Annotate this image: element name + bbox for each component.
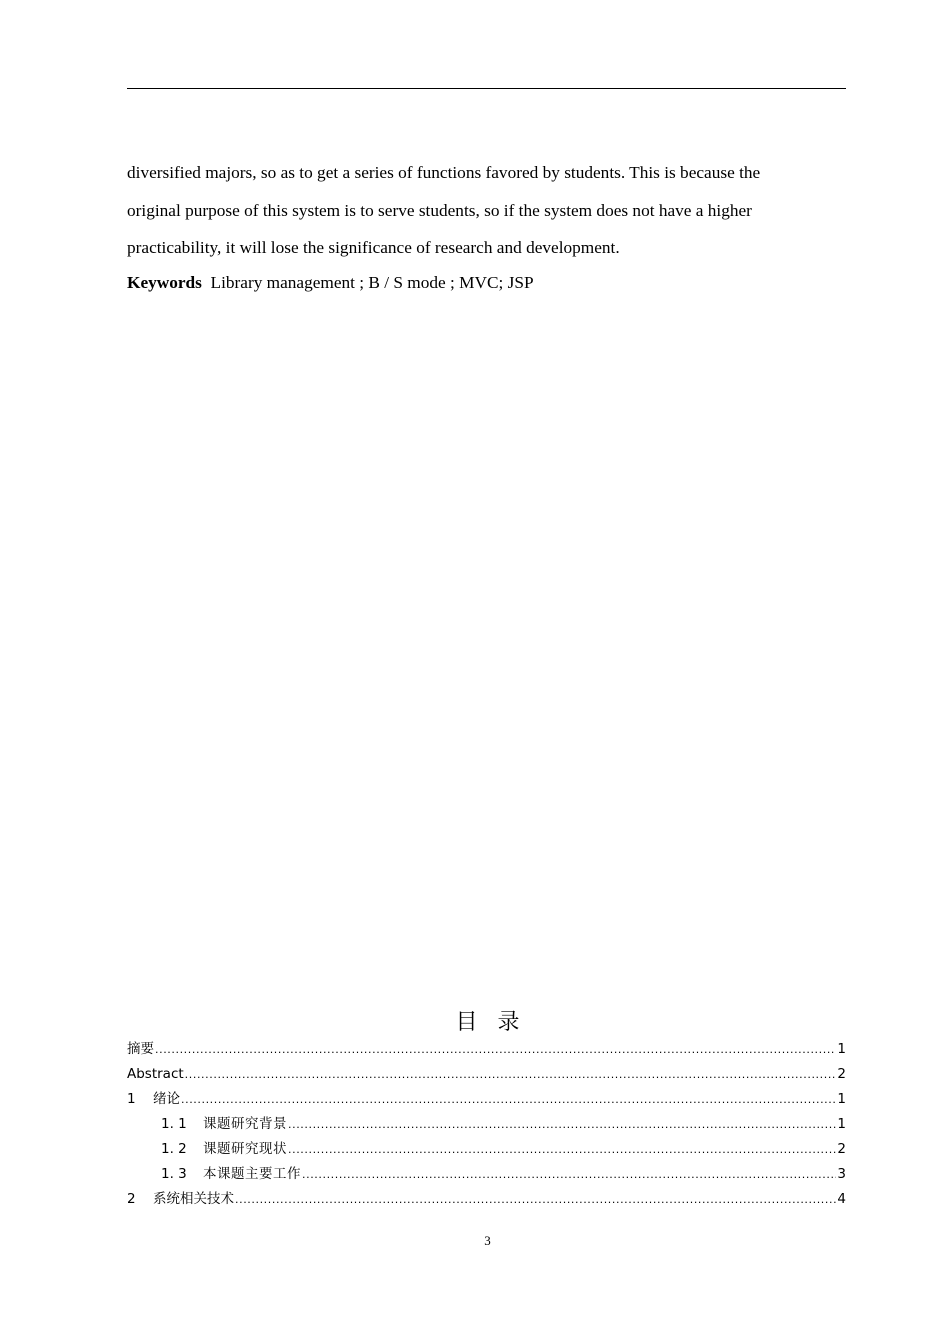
abstract-line: diversified majors, so as to get a series of functions favored by students. This is because the <box>127 163 761 182</box>
toc-leader-dots <box>302 1162 836 1187</box>
toc-entry-number: 1 <box>127 1091 136 1107</box>
toc-entry-abstract-en[interactable] <box>127 1062 846 1087</box>
keywords-label: Keywords <box>127 273 202 292</box>
keywords-line <box>127 268 847 298</box>
header-rule <box>127 88 846 89</box>
toc-entry-page: 1 <box>837 1116 846 1132</box>
toc-entry-label: 本课题主要工作 <box>203 1166 301 1182</box>
toc-title-part: 录 <box>497 1010 520 1035</box>
toc-entry-section-1-3[interactable] <box>127 1162 846 1187</box>
toc-entry-label: 摘要 <box>127 1041 154 1057</box>
toc-leader-dots <box>155 1037 836 1062</box>
page-number: 3 <box>484 1233 491 1248</box>
toc-entry-page: 2 <box>837 1066 846 1082</box>
toc-entry-page: 1 <box>837 1041 846 1057</box>
toc-entry-page: 4 <box>837 1191 846 1207</box>
toc-leader-dots <box>288 1137 836 1162</box>
toc-leader-dots <box>288 1112 836 1137</box>
toc-title-part: 目 <box>455 1010 478 1035</box>
toc-entry-number: 2 <box>127 1191 136 1207</box>
toc-entry-section-1-2[interactable] <box>127 1137 846 1162</box>
keywords-text: Library management ; B / S mode ; MVC; JSP <box>201 273 534 292</box>
toc-title <box>0 1007 950 1039</box>
toc-entry-label: 绪论 <box>153 1091 180 1107</box>
toc-entry-label: Abstract <box>127 1066 184 1082</box>
table-of-contents <box>127 1037 846 1212</box>
toc-entry-number: 1. 1 <box>161 1116 187 1132</box>
toc-entry-page: 3 <box>837 1166 846 1182</box>
toc-entry-chapter-1[interactable] <box>127 1087 846 1112</box>
toc-entry-section-1-1[interactable] <box>127 1112 846 1137</box>
toc-entry-chapter-2[interactable] <box>127 1187 846 1212</box>
toc-leader-dots <box>235 1187 836 1212</box>
toc-entry-label: 系统相关技术 <box>153 1191 234 1207</box>
toc-entry-page: 2 <box>837 1141 846 1157</box>
toc-entry-label: 课题研究现状 <box>203 1141 287 1157</box>
abstract-line: original purpose of this system is to serve students, so if the system does not have a higher <box>127 200 752 220</box>
toc-leader-dots <box>181 1087 836 1112</box>
toc-entry-number: 1. 3 <box>161 1166 187 1182</box>
toc-entry-page: 1 <box>837 1091 846 1107</box>
toc-entry-number: 1. 2 <box>161 1141 187 1157</box>
toc-leader-dots <box>185 1062 837 1087</box>
toc-entry-abstract-cn[interactable] <box>127 1037 846 1062</box>
abstract-paragraph <box>127 154 847 267</box>
toc-entry-label: 课题研究背景 <box>203 1116 287 1132</box>
abstract-line: practicability, it will lose the significance of research and development. <box>127 238 620 257</box>
